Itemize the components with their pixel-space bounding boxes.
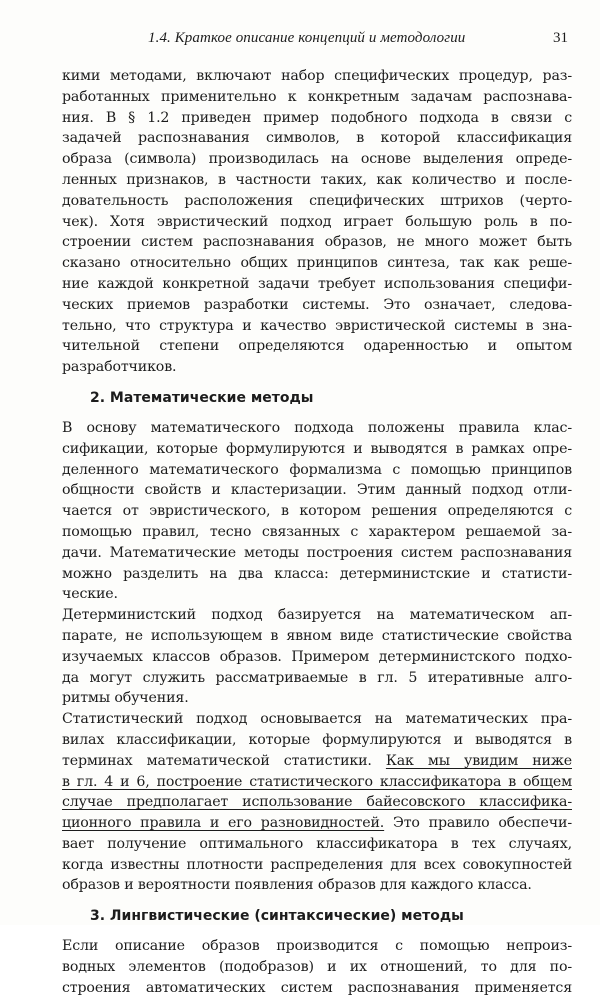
text-line: Детерминистский подход базируется на математическом ап- — [62, 607, 572, 624]
text-line: работанных применительно к конкретным задачам распознава- — [62, 88, 572, 105]
text-line: вилах классификации, которые формулируются и выводятся в — [62, 731, 572, 748]
text-line: сификации, которые формулируются и выводятся в рамках опре- — [62, 440, 572, 457]
section-heading-linguistic: 3. Лингвистические (синтаксические) методы — [90, 908, 464, 925]
text-line: когда известны плотности распределения для всех совокупностей — [62, 856, 572, 873]
page-number: 31 — [553, 30, 568, 46]
paragraph-mathematical-approach — [62, 418, 572, 605]
text-line: изучаемых классов образов. Примером детерминистского подхо- — [62, 648, 572, 665]
text-line: дачи. Математические методы построения систем распознавания — [62, 544, 572, 561]
underlined-text-fragment: ционного правила и его разновидностей. — [62, 815, 385, 832]
text-fragment: Это правило обеспечи- — [393, 815, 572, 832]
text-line: чается от эвристического, в котором решения определяются с — [62, 503, 572, 520]
text-line: ритмы обучения. — [62, 690, 189, 707]
running-head-title: 1.4. Краткое описание концепций и методологии — [148, 30, 466, 46]
text-line: довательность расположения специфических штрихов (черто- — [62, 192, 572, 209]
paragraph-statistical-approach — [62, 709, 572, 896]
text-line: да могут служить рассматриваемые в гл. 5 итеративные алго- — [62, 669, 572, 686]
text-line: В основу математического подхода положены правила клас- — [62, 419, 572, 436]
text-line: чительной степени определяются одаренностью и опытом — [62, 338, 572, 355]
running-head — [62, 30, 572, 52]
paragraph-heuristic-continued — [62, 66, 572, 378]
section-heading-mathematical: 2. Математические методы — [90, 389, 314, 406]
text-line: образа (символа) производилась на основе выделения опреде- — [62, 151, 572, 168]
text-fragment: терминах математической статистики. — [62, 752, 372, 769]
text-line: помощью правил, тесно связанных с характером решаемой за- — [62, 523, 572, 540]
text-line: сказано относительно общих принципов синтеза, так как реше- — [62, 255, 572, 272]
text-line: задачей распознавания символов, в которой классификация — [62, 130, 572, 147]
text-line: ленных признаков, в частности таких, как количество и после- — [62, 171, 572, 188]
underlined-text-fragment: Как мы увидим ниже — [385, 752, 572, 769]
text-line: водных элементов (подобразов) и их отношений, то для по- — [62, 959, 572, 976]
text-line: кими методами, включают набор специфических процедур, раз- — [62, 68, 572, 84]
text-line: строения автоматических систем распознавания применяется — [62, 979, 572, 996]
paragraph-deterministic-approach — [62, 605, 572, 709]
paragraph-linguistic-approach — [62, 936, 572, 998]
text-line: разработчиков. — [62, 359, 177, 376]
text-line: строении систем распознавания образов, не много может быть — [62, 234, 572, 251]
text-line: деленного математического формализма с помощью принципов — [62, 461, 572, 478]
text-line: ческих приемов разработки системы. Это означает, следова- — [62, 296, 572, 313]
body-text — [62, 66, 572, 999]
text-line: чек). Хотя эвристический подход играет большую роль в по- — [62, 213, 572, 230]
text-line: общности свойств и кластеризации. Этим данный подход отли- — [62, 482, 572, 499]
underlined-text-line: случае предполагает использование байесовского классифика- — [62, 794, 572, 811]
text-line: парате, не использующем в явном виде статистические свойства — [62, 627, 572, 644]
underlined-text-line: в гл. 4 и 6, построение статистического классификатора в общем — [62, 773, 572, 790]
text-line: ния. В § 1.2 приведен пример подобного подхода в связи с — [62, 109, 572, 126]
text-line: образов и вероятности появления образов для каждого класса. — [62, 877, 532, 894]
text-line: тельно, что структура и качество эвристической системы в зна- — [62, 317, 572, 334]
text-line — [62, 813, 572, 834]
text-line: вает получение оптимального классификатора в тех случаях, — [62, 835, 572, 852]
text-line: ческие. — [62, 586, 118, 603]
text-line: можно разделить на два класса: детерминистские и статисти- — [62, 565, 572, 582]
text-line — [62, 751, 572, 772]
text-line: ние каждой конкретной задачи требует использования специфи- — [62, 275, 572, 292]
text-line: Если описание образов производится с помощью непроиз- — [62, 938, 572, 955]
text-line: Статистический подход основывается на математических пра- — [62, 711, 572, 728]
